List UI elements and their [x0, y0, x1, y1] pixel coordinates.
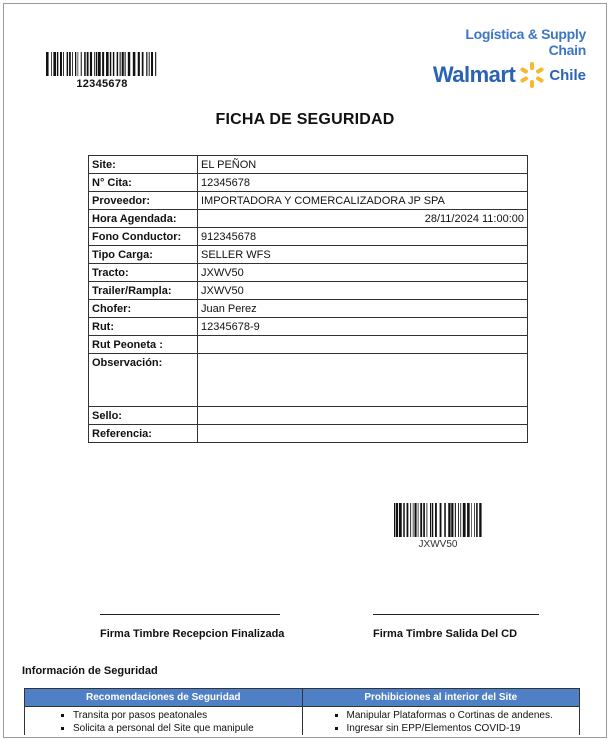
table-row	[89, 318, 528, 336]
field-label: Proveedor:	[89, 192, 198, 210]
field-value: 28/11/2024 11:00:00	[198, 210, 528, 228]
barcode-middle	[394, 503, 482, 537]
field-value	[198, 354, 528, 407]
table-header-row	[25, 689, 580, 707]
signature-line-exit	[373, 614, 539, 615]
prohibitions-list	[302, 707, 580, 736]
walmart-logo	[426, 26, 586, 89]
field-value: IMPORTADORA Y COMERCALIZADORA JP SPA	[198, 192, 528, 210]
field-value: SELLER WFS	[198, 246, 528, 264]
document-page	[3, 3, 607, 738]
logo-brand: Walmart	[432, 62, 516, 87]
security-form-table	[88, 155, 528, 443]
recommendations-list	[25, 707, 303, 736]
field-label: Fono Conductor:	[89, 228, 198, 246]
table-row	[89, 192, 528, 210]
field-label: Referencia:	[89, 425, 198, 443]
table-row	[89, 300, 528, 318]
safety-info-title: Información de Seguridad	[22, 665, 158, 677]
table-row	[89, 336, 528, 354]
table-row	[89, 246, 528, 264]
field-label: N° Cita:	[89, 174, 198, 192]
table-row	[89, 425, 528, 443]
list-item: ▪ Manipular Plataformas o Cortinas de andenes.	[347, 709, 576, 722]
table-row	[89, 282, 528, 300]
field-label: Trailer/Rampla:	[89, 282, 198, 300]
barcode-top-number: 12345678	[76, 78, 128, 90]
field-value: Juan Perez	[198, 300, 528, 318]
field-label: Tracto:	[89, 264, 198, 282]
field-label: Site:	[89, 156, 198, 174]
table-row	[89, 174, 528, 192]
field-value	[198, 407, 528, 425]
field-label: Observación:	[89, 354, 198, 407]
table-row	[89, 210, 528, 228]
prohibitions-header: Prohibiciones al interior del Site	[302, 689, 580, 707]
field-value	[198, 425, 528, 443]
signature-line-reception	[100, 614, 280, 615]
list-item: ▪ Ingresar sin EPP/Elementos COVID-19	[347, 722, 576, 735]
field-value: 912345678	[198, 228, 528, 246]
field-value: 12345678	[198, 174, 528, 192]
signature-label-reception: Firma Timbre Recepcion Finalizada	[100, 628, 285, 640]
spark-icon	[518, 61, 546, 89]
field-value: 12345678-9	[198, 318, 528, 336]
barcode-middle-text: JXWV50	[418, 539, 458, 550]
barcode-top	[46, 52, 158, 76]
field-label: Sello:	[89, 407, 198, 425]
field-label: Hora Agendada:	[89, 210, 198, 228]
field-label: Tipo Carga:	[89, 246, 198, 264]
page-title: FICHA DE SEGURIDAD	[215, 111, 395, 128]
field-label: Rut Peoneta :	[89, 336, 198, 354]
table-row	[89, 264, 528, 282]
field-label: Chofer:	[89, 300, 198, 318]
list-item: ▪ Transita por pasos peatonales	[73, 709, 298, 722]
logo-country: Chile	[549, 66, 586, 84]
table-row	[25, 707, 580, 736]
signature-label-exit: Firma Timbre Salida Del CD	[373, 628, 518, 640]
table-row	[89, 228, 528, 246]
recommendations-header: Recomendaciones de Seguridad	[25, 689, 303, 707]
safety-info-table	[24, 688, 580, 735]
field-value	[198, 336, 528, 354]
field-value: EL PEÑON	[198, 156, 528, 174]
table-row	[89, 407, 528, 425]
table-row	[89, 156, 528, 174]
field-value: JXWV50	[198, 264, 528, 282]
field-label: Rut:	[89, 318, 198, 336]
logo-tagline: Logística & Supply Chain	[465, 26, 586, 58]
field-value: JXWV50	[198, 282, 528, 300]
table-row	[89, 354, 528, 407]
list-item: ▪ Solicita a personal del Site que manipule	[73, 722, 298, 735]
